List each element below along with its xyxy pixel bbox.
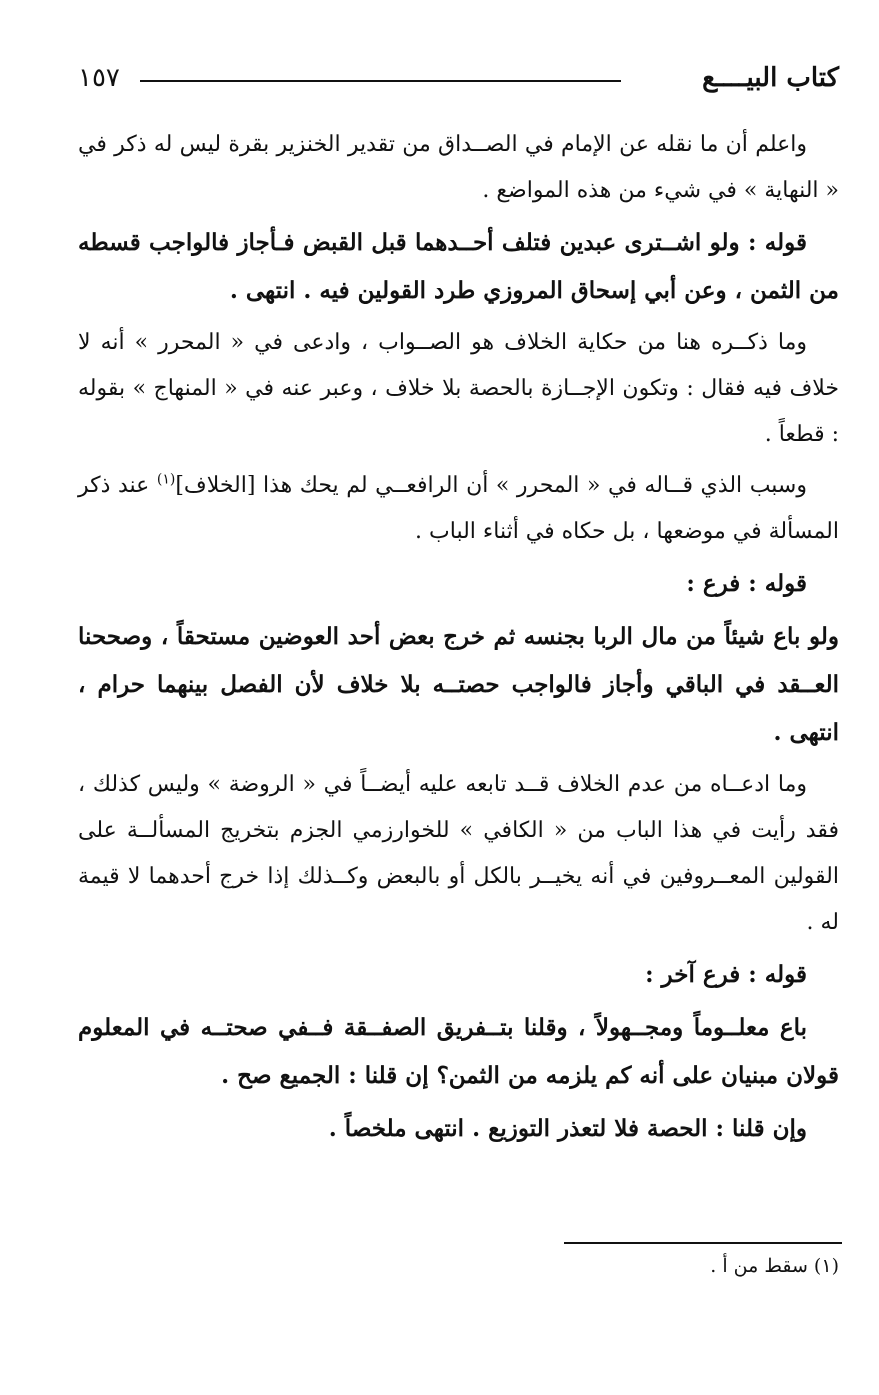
paragraph-4-part-2: عند ذكر المسألة في موضعها ، بل حكاه في أثناء الباب . [78,473,839,544]
footnote: (١) سقط من أ . [710,1255,839,1277]
paragraph-7: وما ادعــاه من عدم الخلاف قــد تابعه عليه أيضــاً في « الروضة » وليس كذلك ، فقد رأيت في هذا الباب من « الكافي » للخوارزمي الجزم بتخريج المسألــة على القولين المعــروفين في أنه يخيــر بالكل أو بالبعض وكــذلك إذا خرج أحدهما لا قيمة له . [78,772,839,935]
paragraph-9-quote: باع معلــوماً ومجــهولاً ، وقلنا بتــفريق الصفــقة فــفي صحتــه في المعلوم قولان مبنيان على أنه كم يلزمه من الثمن؟ إن قلنا : الجميع صح . [78,1014,839,1089]
paragraph-6-quote: ولو باع شيئاً من مال الربا بجنسه ثم خرج بعض أحد العوضين مستحقاً ، وصححنا العــقد في الباقي وأجاز فالواجب حصتــه بلا خلاف لأن الفصل بينهما حرام ، انتهى . [78,623,839,746]
header-rule [140,80,621,82]
paragraph-3: وما ذكــره هنا من حكاية الخلاف هو الصــواب ، وادعى في « المحرر » أنه لا خلاف فيه فقال : وتكون الإجــازة بالحصة بلا خلاف ، وعبر عنه في « المنهاج » بقوله : قطعاً . [78,330,839,447]
paragraph-4-part-1: وسبب الذي قــاله في « المحرر » أن الرافعــي لم يحك هذا [الخلاف] [175,473,807,498]
paragraph-2-quote: قوله : ولو اشــترى عبدين فتلف أحــدهما قبل القبض فـأجاز فالواجب قسطه من الثمن ، وعن أبي إسحاق المروزي طرد القولين فيه . انتهى . [78,229,839,304]
page-header [78,58,839,98]
paragraph-10-quote: وإن قلنا : الحصة فلا لتعذر التوزيع . انتهى ملخصاً . [328,1115,807,1142]
paragraph-4 [78,463,839,555]
page-number: ١٥٧ [78,63,120,93]
paragraph-8-heading: قوله : فرع آخر : [645,961,807,988]
paragraph-5-heading: قوله : فرع : [686,570,807,597]
footnote-rule [564,1242,842,1244]
chapter-title: كتاب البيــــع [702,63,839,93]
page-body [78,122,839,1158]
paragraph-1: واعلم أن ما نقله عن الإمام في الصــداق من تقدير الخنزير بقرة ليس له ذكر في « النهاية » في شيء من هذه المواضع . [78,132,839,203]
footnote-reference: (١) [156,471,176,488]
